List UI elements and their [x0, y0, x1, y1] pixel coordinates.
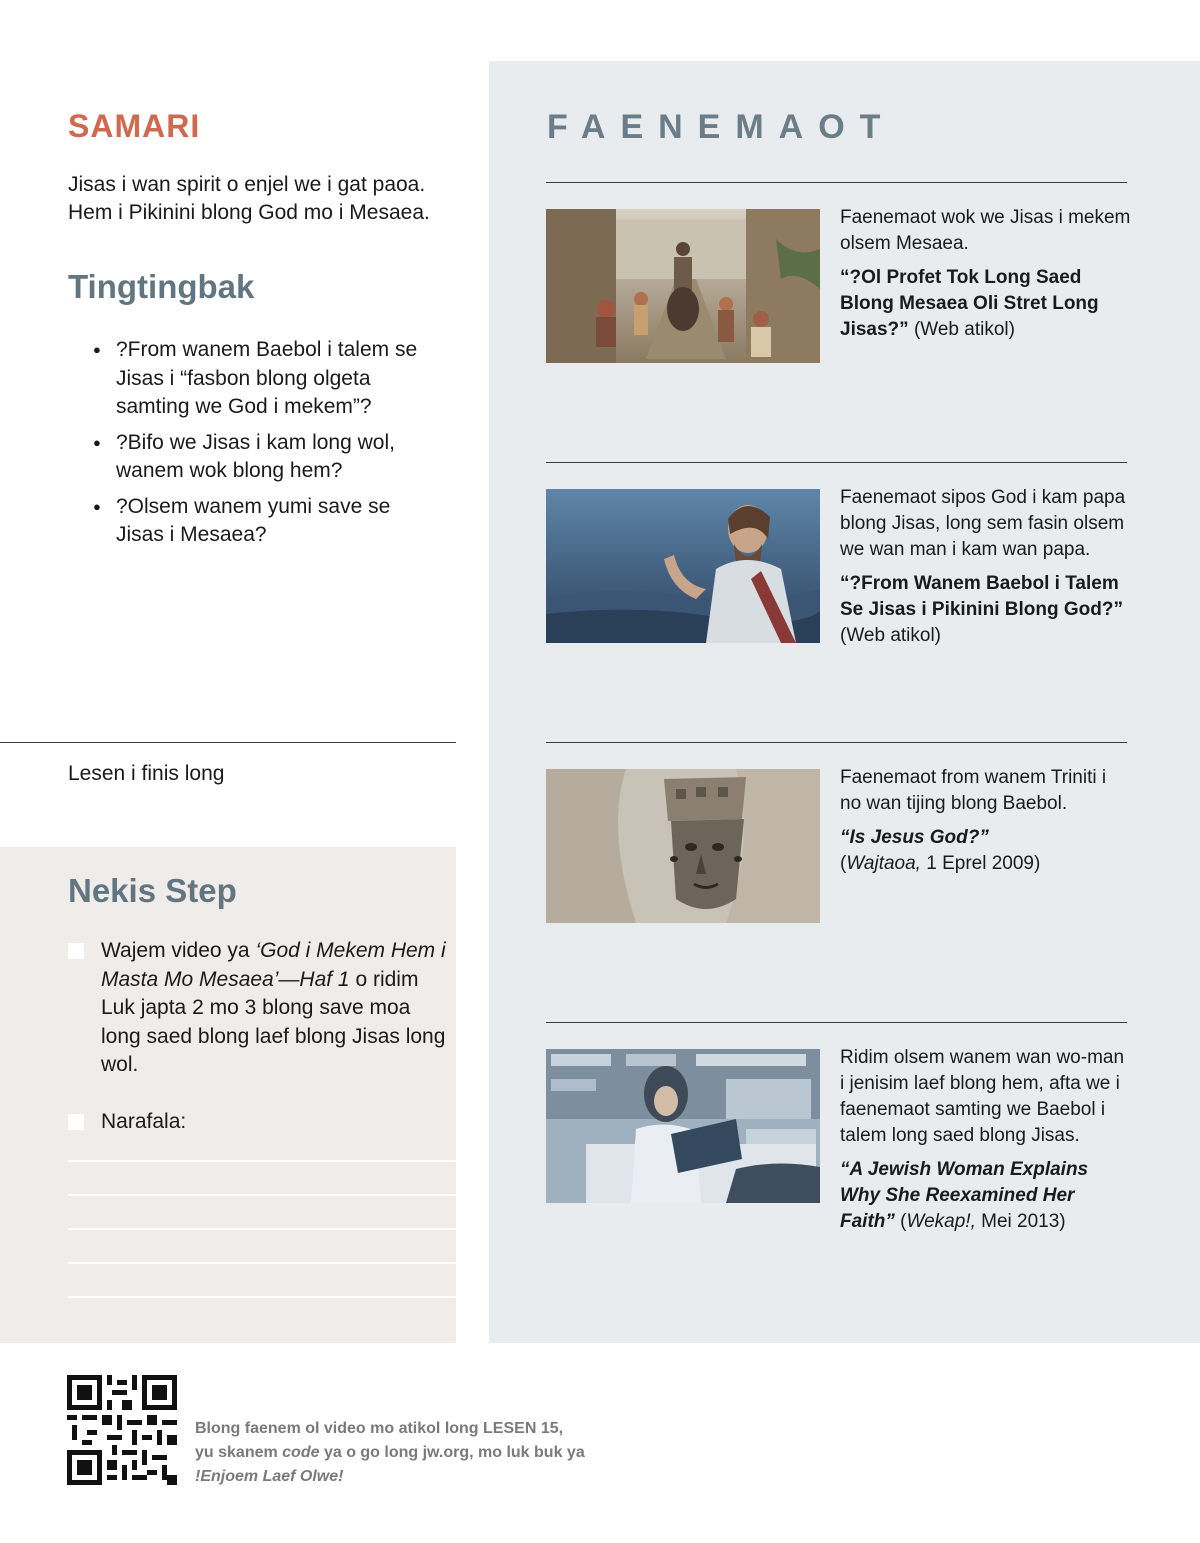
tingtingbak-list: [93, 336, 438, 557]
nekis-step-panel: [0, 847, 456, 1343]
faenemaot-description: Faenemaot from wanem Triniti i no wan tijing blong Baebol.: [840, 767, 1107, 814]
faenemaot-description: Faenemaot sipos God i kam papa blong Jisas, long sem fasin olsem we wan man i kam wan papa.: [840, 487, 1126, 560]
three-faced-statue-image: [546, 769, 820, 923]
faenemaot-description: Ridim olsem wanem wan wo-man i jenisim laef blong hem, afta we i faenemaot samting we Baebol i talem long saed blong Jisas.: [840, 1047, 1125, 1146]
jesus-riding-donkey-crowd-image: [546, 209, 820, 363]
faenemaot-item: [840, 1045, 1132, 1235]
divider: [546, 182, 1127, 183]
divider: [0, 742, 456, 743]
list-item: ● ?From wanem Baebol i talem se Jisas i “fasbon blong olgeta samting we God i mekem”?: [93, 336, 438, 422]
footer-note: Blong faenem ol video mo atikol long LESEN 15, yu skanem code ya o go long jw.org, mo luk buk ya !Enjoem Laef Olwe!: [195, 1420, 585, 1485]
tingtingbak-heading: Tingtingbak: [68, 268, 255, 305]
list-item: ● ?Bifo we Jisas i kam long wol, wanem wok blong hem?: [93, 429, 438, 486]
article-link[interactable]: “?From Wanem Baebol i Talem Se Jisas i Pikinini Blong God?” (Web atikol): [840, 573, 1123, 646]
samari-text: Jisas i wan spirit o enjel we i gat paoa. Hem i Pikinini blong God mo i Mesaea.: [68, 173, 430, 224]
nekis-step-heading: Nekis Step: [68, 872, 237, 909]
article-link[interactable]: “Is Jesus God?” (Wajtaoa, 1 Eprel 2009): [840, 827, 1041, 874]
checkbox-other[interactable]: [68, 1114, 84, 1130]
checkbox-video[interactable]: [68, 943, 84, 959]
list-item: ● ?Olsem wanem yumi save se Jisas i Mesaea?: [93, 493, 438, 550]
write-line: [68, 1228, 456, 1230]
article-link[interactable]: “A Jewish Woman Explains Why She Reexamined Her Faith” (Wekap!, Mei 2013): [840, 1159, 1089, 1232]
divider: [546, 462, 1127, 463]
samari-heading: SAMARI: [68, 108, 201, 144]
lesen-finished-label: Lesen i finis long: [68, 762, 225, 785]
qr-code-icon[interactable]: [67, 1375, 177, 1485]
divider: [546, 742, 1127, 743]
woman-reading-book-image: [546, 1049, 820, 1203]
faenemaot-heading: FAENEMAOT: [547, 108, 896, 146]
faenemaot-item: [840, 765, 1132, 877]
write-line: [68, 1160, 456, 1162]
nekis-step-other-label: Narafala:: [101, 1110, 187, 1133]
divider: [546, 1022, 1127, 1023]
write-line: [68, 1194, 456, 1196]
write-line: [68, 1262, 456, 1264]
write-line: [68, 1296, 456, 1298]
faenemaot-description: Faenemaot wok we Jisas i mekem olsem Mesaea.: [840, 207, 1131, 254]
article-link[interactable]: “?Ol Profet Tok Long Saed Blong Mesaea Oli Stret Long Jisas?” (Web atikol): [840, 267, 1099, 340]
faenemaot-item: [840, 205, 1132, 343]
faenemaot-item: [840, 485, 1132, 649]
nekis-step-item: Wajem video ya ‘God i Mekem Hem i Masta Mo Mesaea’—Haf 1 o ridim Luk japta 2 mo 3 blong save moa long saed blong laef blong Jisas long wol.: [101, 939, 446, 1076]
jesus-praying-image: [546, 489, 820, 643]
